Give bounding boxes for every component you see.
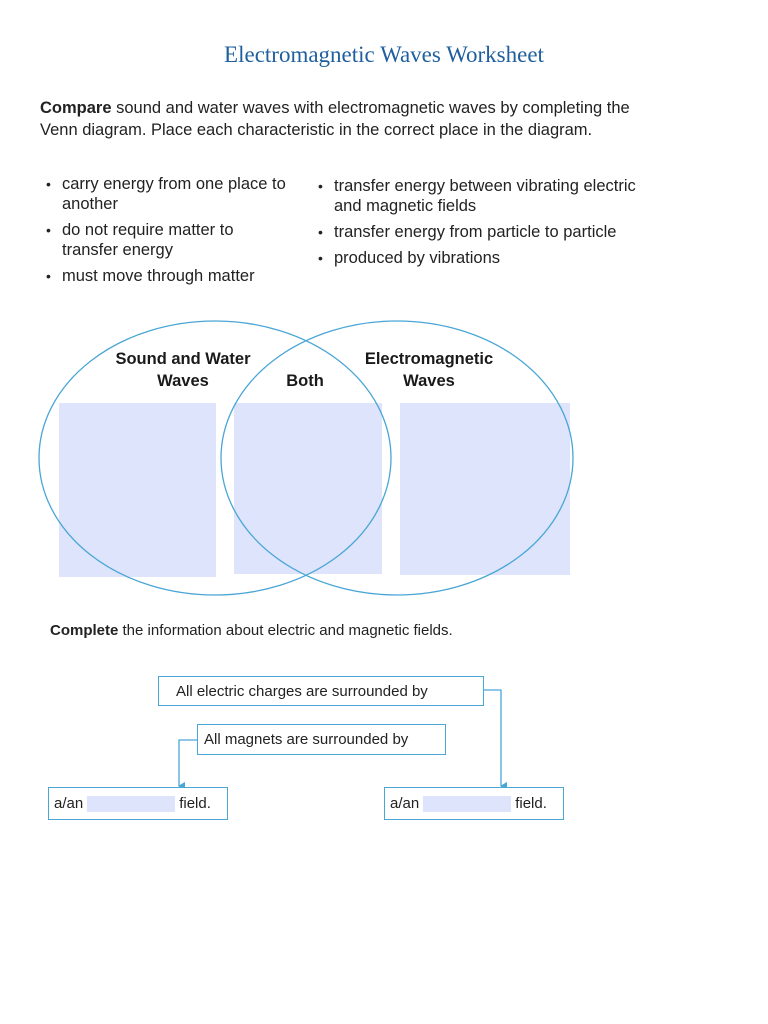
characteristics-left-list (40, 174, 290, 292)
characteristics-right-list (312, 176, 642, 274)
electric-field-answer-box: a/an field. (384, 787, 564, 820)
magnet-arrow (179, 740, 198, 786)
list-item: • carry energy from one place to another (40, 174, 290, 214)
list-item: • must move through matter (40, 266, 290, 286)
page-title: Electromagnetic Waves Worksheet (224, 42, 544, 67)
venn-label-electromagnetic: Electromagnetic Waves (364, 350, 494, 390)
venn-diagram (0, 300, 768, 600)
list-item: • do not require matter to transfer energy (40, 220, 290, 260)
instructions-text: sound and water waves with electromagnetic waves by completing the Venn diagram. Place each characteristic in the correct place in the diagram. (40, 99, 630, 139)
list-item: • transfer energy from particle to particle (312, 222, 642, 242)
venn-label-sound-water: Sound and Water Waves (115, 350, 251, 390)
instructions (40, 98, 650, 141)
instructions-bold: Compare (40, 99, 112, 117)
list-item: • transfer energy between vibrating electric and magnetic fields (312, 176, 642, 216)
venn-label-both: Both (286, 372, 324, 390)
list-item: • produced by vibrations (312, 248, 642, 268)
magnetic-field-answer-box: a/an field. (48, 787, 228, 820)
electric-charges-box: All electric charges are surrounded by (158, 676, 484, 706)
blank-input[interactable] (423, 796, 511, 812)
blank-input[interactable] (87, 796, 175, 812)
complete-instructions: Complete the information about electric and magnetic fields. (50, 622, 453, 639)
electric-arrow (483, 690, 501, 786)
magnets-box: All magnets are surrounded by (197, 724, 446, 755)
